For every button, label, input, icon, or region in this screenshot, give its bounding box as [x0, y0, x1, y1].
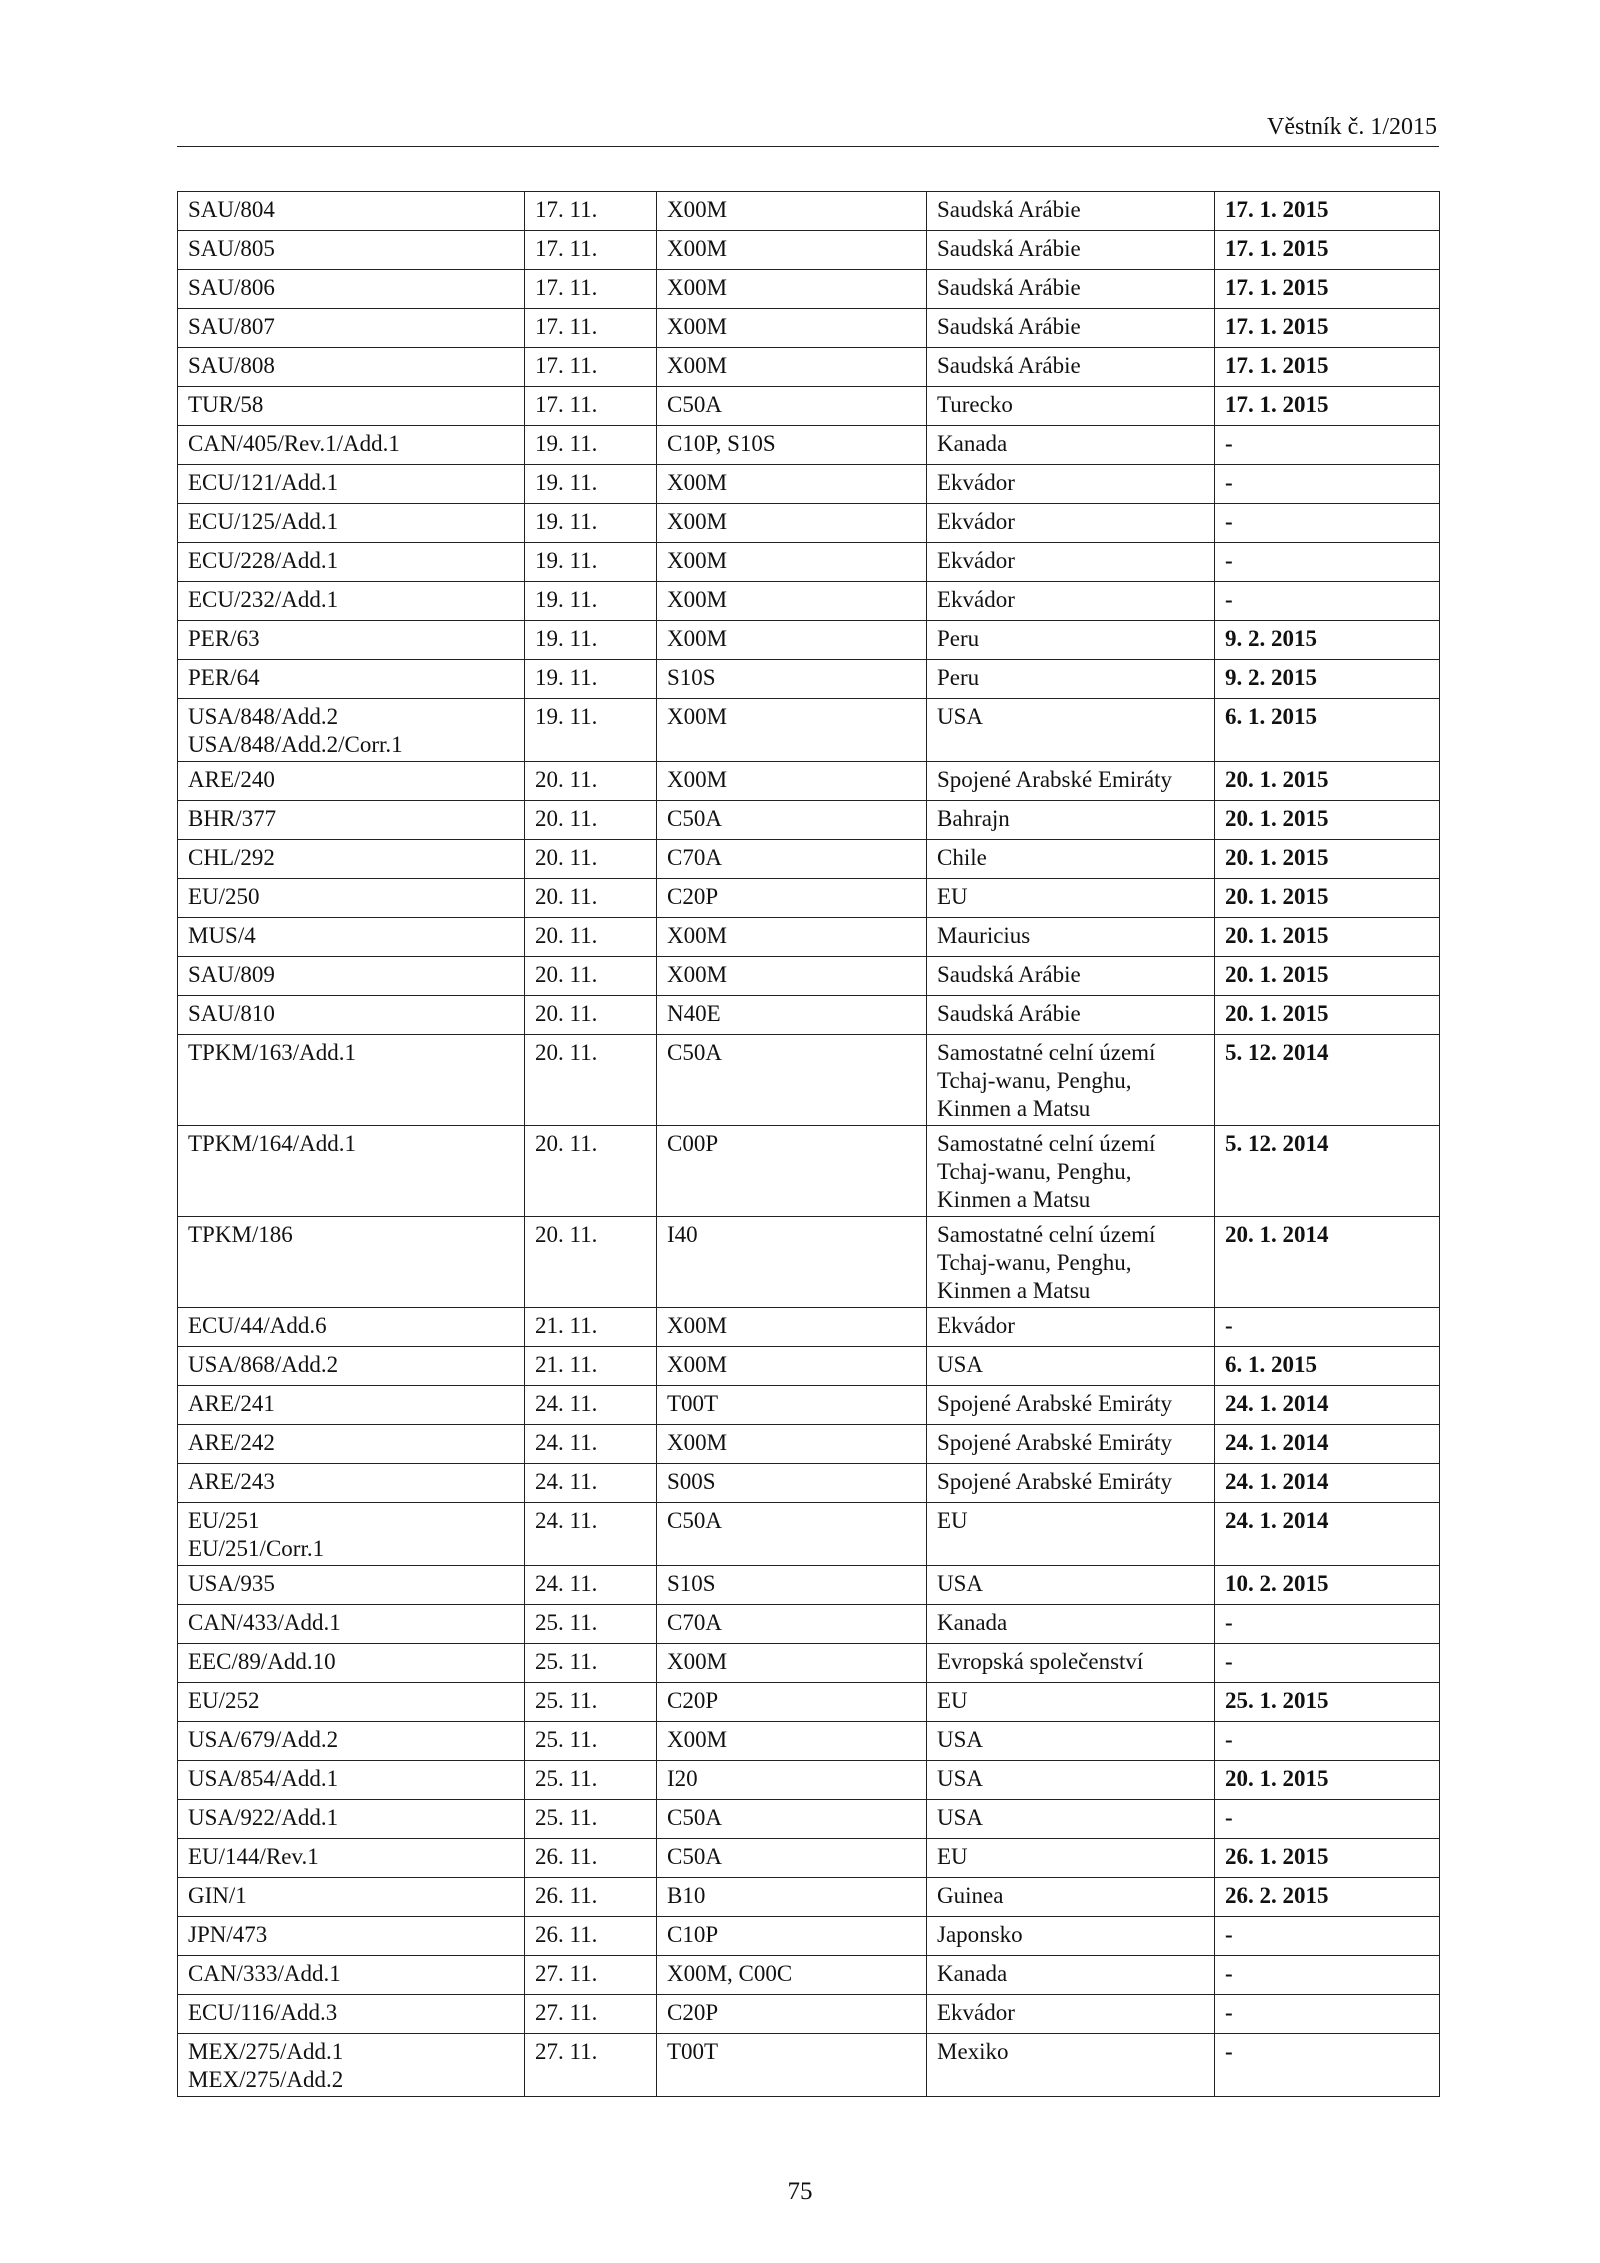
code-cell: X00M	[657, 918, 927, 957]
country-cell: Kanada	[927, 426, 1215, 465]
document-symbol-cell: TUR/58	[178, 387, 525, 426]
table-row	[178, 543, 1440, 582]
document-symbol-cell: JPN/473	[178, 1917, 525, 1956]
code-cell: X00M	[657, 762, 927, 801]
code-cell: X00M	[657, 699, 927, 762]
distribution-date-cell: 17. 11.	[525, 192, 657, 231]
code-cell: B10	[657, 1878, 927, 1917]
country-cell: Ekvádor	[927, 582, 1215, 621]
code-cell: C50A	[657, 387, 927, 426]
date-cell: -	[1215, 543, 1440, 582]
distribution-date-cell: 21. 11.	[525, 1347, 657, 1386]
page-number: 75	[787, 2178, 813, 2205]
table-row	[178, 1761, 1440, 1800]
code-cell: S00S	[657, 1464, 927, 1503]
notification-table	[177, 191, 1440, 2097]
distribution-date-cell: 25. 11.	[525, 1683, 657, 1722]
country-cell: Saudská Arábie	[927, 309, 1215, 348]
document-symbol-cell: SAU/810	[178, 996, 525, 1035]
date-cell: 5. 12. 2014	[1215, 1126, 1440, 1217]
table-row	[178, 1566, 1440, 1605]
table-row	[178, 465, 1440, 504]
code-cell: T00T	[657, 1386, 927, 1425]
country-cell: Saudská Arábie	[927, 348, 1215, 387]
code-cell: C20P	[657, 879, 927, 918]
distribution-date-cell: 17. 11.	[525, 348, 657, 387]
document-symbol-cell: SAU/808	[178, 348, 525, 387]
code-cell: X00M	[657, 192, 927, 231]
country-cell: EU	[927, 1839, 1215, 1878]
table-row	[178, 1683, 1440, 1722]
table-row	[178, 699, 1440, 762]
distribution-date-cell: 20. 11.	[525, 762, 657, 801]
date-cell: 17. 1. 2015	[1215, 192, 1440, 231]
country-cell: Saudská Arábie	[927, 231, 1215, 270]
code-cell: X00M	[657, 1644, 927, 1683]
code-cell: C70A	[657, 840, 927, 879]
date-cell: 9. 2. 2015	[1215, 621, 1440, 660]
code-cell: X00M	[657, 504, 927, 543]
document-symbol-cell: ECU/121/Add.1	[178, 465, 525, 504]
code-cell: C20P	[657, 1683, 927, 1722]
date-cell: -	[1215, 1956, 1440, 1995]
distribution-date-cell: 17. 11.	[525, 309, 657, 348]
table-row	[178, 387, 1440, 426]
document-symbol-cell: ECU/228/Add.1	[178, 543, 525, 582]
distribution-date-cell: 19. 11.	[525, 660, 657, 699]
code-cell: C10P	[657, 1917, 927, 1956]
date-cell: 20. 1. 2015	[1215, 957, 1440, 996]
country-cell: Peru	[927, 660, 1215, 699]
distribution-date-cell: 25. 11.	[525, 1605, 657, 1644]
date-cell: 26. 2. 2015	[1215, 1878, 1440, 1917]
country-cell: Saudská Arábie	[927, 270, 1215, 309]
page-header	[177, 110, 1439, 147]
date-cell: 20. 1. 2015	[1215, 801, 1440, 840]
code-cell: T00T	[657, 2034, 927, 2097]
distribution-date-cell: 20. 11.	[525, 957, 657, 996]
date-cell: 17. 1. 2015	[1215, 348, 1440, 387]
document-symbol-cell: USA/848/Add.2 USA/848/Add.2/Corr.1	[178, 699, 525, 762]
date-cell: -	[1215, 1644, 1440, 1683]
code-cell: X00M	[657, 543, 927, 582]
document-symbol-cell: CAN/433/Add.1	[178, 1605, 525, 1644]
code-cell: C50A	[657, 1503, 927, 1566]
table-row	[178, 1800, 1440, 1839]
date-cell: 10. 2. 2015	[1215, 1566, 1440, 1605]
country-cell: Ekvádor	[927, 465, 1215, 504]
date-cell: 20. 1. 2015	[1215, 879, 1440, 918]
country-cell: Bahrajn	[927, 801, 1215, 840]
country-cell: USA	[927, 1566, 1215, 1605]
date-cell: 20. 1. 2015	[1215, 918, 1440, 957]
date-cell: 20. 1. 2015	[1215, 996, 1440, 1035]
date-cell: 6. 1. 2015	[1215, 1347, 1440, 1386]
distribution-date-cell: 25. 11.	[525, 1722, 657, 1761]
distribution-date-cell: 19. 11.	[525, 504, 657, 543]
document-symbol-cell: MUS/4	[178, 918, 525, 957]
distribution-date-cell: 20. 11.	[525, 879, 657, 918]
document-symbol-cell: ARE/240	[178, 762, 525, 801]
distribution-date-cell: 26. 11.	[525, 1917, 657, 1956]
distribution-date-cell: 25. 11.	[525, 1800, 657, 1839]
date-cell: -	[1215, 504, 1440, 543]
code-cell: N40E	[657, 996, 927, 1035]
distribution-date-cell: 17. 11.	[525, 387, 657, 426]
date-cell: -	[1215, 1308, 1440, 1347]
distribution-date-cell: 27. 11.	[525, 1956, 657, 1995]
code-cell: C00P	[657, 1126, 927, 1217]
document-symbol-cell: EU/250	[178, 879, 525, 918]
date-cell: 17. 1. 2015	[1215, 387, 1440, 426]
country-cell: USA	[927, 1761, 1215, 1800]
table-row	[178, 192, 1440, 231]
table-row	[178, 1126, 1440, 1217]
document-symbol-cell: USA/854/Add.1	[178, 1761, 525, 1800]
table-row	[178, 762, 1440, 801]
country-cell: Spojené Arabské Emiráty	[927, 1464, 1215, 1503]
table-row	[178, 996, 1440, 1035]
distribution-date-cell: 20. 11.	[525, 1126, 657, 1217]
table-row	[178, 582, 1440, 621]
table-row	[178, 1308, 1440, 1347]
code-cell: X00M	[657, 582, 927, 621]
distribution-date-cell: 26. 11.	[525, 1878, 657, 1917]
distribution-date-cell: 26. 11.	[525, 1839, 657, 1878]
document-symbol-cell: SAU/807	[178, 309, 525, 348]
code-cell: C70A	[657, 1605, 927, 1644]
date-cell: -	[1215, 465, 1440, 504]
table-row	[178, 504, 1440, 543]
code-cell: X00M	[657, 270, 927, 309]
code-cell: X00M	[657, 1425, 927, 1464]
country-cell: Evropská společenství	[927, 1644, 1215, 1683]
code-cell: C50A	[657, 1839, 927, 1878]
distribution-date-cell: 20. 11.	[525, 918, 657, 957]
country-cell: Saudská Arábie	[927, 996, 1215, 1035]
date-cell: -	[1215, 426, 1440, 465]
document-symbol-cell: PER/63	[178, 621, 525, 660]
table-row	[178, 1217, 1440, 1308]
date-cell: -	[1215, 1995, 1440, 2034]
distribution-date-cell: 27. 11.	[525, 1995, 657, 2034]
country-cell: Saudská Arábie	[927, 192, 1215, 231]
date-cell: -	[1215, 1917, 1440, 1956]
table-row	[178, 270, 1440, 309]
distribution-date-cell: 19. 11.	[525, 699, 657, 762]
code-cell: X00M	[657, 348, 927, 387]
table-row	[178, 840, 1440, 879]
table-row	[178, 231, 1440, 270]
code-cell: X00M	[657, 1347, 927, 1386]
table-row	[178, 1464, 1440, 1503]
distribution-date-cell: 19. 11.	[525, 543, 657, 582]
table-row	[178, 621, 1440, 660]
table-row	[178, 309, 1440, 348]
distribution-date-cell: 19. 11.	[525, 621, 657, 660]
document-symbol-cell: USA/868/Add.2	[178, 1347, 525, 1386]
table-row	[178, 426, 1440, 465]
country-cell: USA	[927, 1800, 1215, 1839]
table-row	[178, 957, 1440, 996]
code-cell: C50A	[657, 801, 927, 840]
code-cell: C10P, S10S	[657, 426, 927, 465]
distribution-date-cell: 24. 11.	[525, 1386, 657, 1425]
table-body	[178, 192, 1440, 2097]
country-cell: Ekvádor	[927, 1995, 1215, 2034]
table-row	[178, 660, 1440, 699]
distribution-date-cell: 25. 11.	[525, 1761, 657, 1800]
code-cell: X00M	[657, 957, 927, 996]
date-cell: -	[1215, 1722, 1440, 1761]
document-symbol-cell: SAU/809	[178, 957, 525, 996]
distribution-date-cell: 20. 11.	[525, 840, 657, 879]
document-symbol-cell: EU/144/Rev.1	[178, 1839, 525, 1878]
table-row	[178, 918, 1440, 957]
country-cell: Ekvádor	[927, 1308, 1215, 1347]
code-cell: X00M	[657, 1308, 927, 1347]
date-cell: 24. 1. 2014	[1215, 1425, 1440, 1464]
distribution-date-cell: 19. 11.	[525, 465, 657, 504]
country-cell: USA	[927, 1722, 1215, 1761]
distribution-date-cell: 24. 11.	[525, 1566, 657, 1605]
distribution-date-cell: 20. 11.	[525, 996, 657, 1035]
country-cell: Peru	[927, 621, 1215, 660]
distribution-date-cell: 24. 11.	[525, 1503, 657, 1566]
table-row	[178, 1995, 1440, 2034]
document-symbol-cell: ECU/125/Add.1	[178, 504, 525, 543]
date-cell: -	[1215, 582, 1440, 621]
code-cell: X00M	[657, 621, 927, 660]
country-cell: Spojené Arabské Emiráty	[927, 762, 1215, 801]
table-row	[178, 879, 1440, 918]
country-cell: USA	[927, 1347, 1215, 1386]
country-cell: Samostatné celní území Tchaj-wanu, Penghu, Kinmen a Matsu	[927, 1126, 1215, 1217]
document-symbol-cell: EU/251 EU/251/Corr.1	[178, 1503, 525, 1566]
code-cell: S10S	[657, 1566, 927, 1605]
table-row	[178, 1878, 1440, 1917]
table-row	[178, 1839, 1440, 1878]
document-symbol-cell: SAU/806	[178, 270, 525, 309]
date-cell: 24. 1. 2014	[1215, 1464, 1440, 1503]
date-cell: 26. 1. 2015	[1215, 1839, 1440, 1878]
code-cell: C50A	[657, 1800, 927, 1839]
distribution-date-cell: 20. 11.	[525, 801, 657, 840]
table-row	[178, 1605, 1440, 1644]
country-cell: Kanada	[927, 1605, 1215, 1644]
country-cell: Samostatné celní území Tchaj-wanu, Penghu, Kinmen a Matsu	[927, 1217, 1215, 1308]
code-cell: X00M	[657, 465, 927, 504]
country-cell: Mauricius	[927, 918, 1215, 957]
date-cell: 20. 1. 2015	[1215, 840, 1440, 879]
table-row	[178, 1503, 1440, 1566]
country-cell: Samostatné celní území Tchaj-wanu, Penghu, Kinmen a Matsu	[927, 1035, 1215, 1126]
date-cell: 24. 1. 2014	[1215, 1386, 1440, 1425]
document-symbol-cell: ARE/241	[178, 1386, 525, 1425]
document-symbol-cell: ARE/243	[178, 1464, 525, 1503]
date-cell: 17. 1. 2015	[1215, 270, 1440, 309]
country-cell: Spojené Arabské Emiráty	[927, 1386, 1215, 1425]
table-row	[178, 1644, 1440, 1683]
table-row	[178, 1722, 1440, 1761]
date-cell: 24. 1. 2014	[1215, 1503, 1440, 1566]
document-symbol-cell: EU/252	[178, 1683, 525, 1722]
country-cell: EU	[927, 1683, 1215, 1722]
country-cell: Turecko	[927, 387, 1215, 426]
country-cell: Japonsko	[927, 1917, 1215, 1956]
document-symbol-cell: USA/679/Add.2	[178, 1722, 525, 1761]
document-symbol-cell: ECU/44/Add.6	[178, 1308, 525, 1347]
document-symbol-cell: CAN/333/Add.1	[178, 1956, 525, 1995]
document-symbol-cell: BHR/377	[178, 801, 525, 840]
country-cell: Mexiko	[927, 2034, 1215, 2097]
distribution-date-cell: 27. 11.	[525, 2034, 657, 2097]
table-row	[178, 1347, 1440, 1386]
table-row	[178, 1035, 1440, 1126]
table-row	[178, 1956, 1440, 1995]
date-cell: 20. 1. 2014	[1215, 1217, 1440, 1308]
date-cell: 20. 1. 2015	[1215, 762, 1440, 801]
document-symbol-cell: EEC/89/Add.10	[178, 1644, 525, 1683]
code-cell: X00M	[657, 231, 927, 270]
date-cell: 6. 1. 2015	[1215, 699, 1440, 762]
distribution-date-cell: 19. 11.	[525, 582, 657, 621]
code-cell: X00M, C00C	[657, 1956, 927, 1995]
distribution-date-cell: 19. 11.	[525, 426, 657, 465]
document-symbol-cell: TPKM/163/Add.1	[178, 1035, 525, 1126]
document-symbol-cell: SAU/804	[178, 192, 525, 231]
table-row	[178, 801, 1440, 840]
date-cell: 25. 1. 2015	[1215, 1683, 1440, 1722]
table-row	[178, 1917, 1440, 1956]
country-cell: Ekvádor	[927, 504, 1215, 543]
country-cell: Saudská Arábie	[927, 957, 1215, 996]
country-cell: USA	[927, 699, 1215, 762]
distribution-date-cell: 17. 11.	[525, 270, 657, 309]
country-cell: Spojené Arabské Emiráty	[927, 1425, 1215, 1464]
document-symbol-cell: GIN/1	[178, 1878, 525, 1917]
distribution-date-cell: 24. 11.	[525, 1425, 657, 1464]
table-row	[178, 348, 1440, 387]
code-cell: C50A	[657, 1035, 927, 1126]
date-cell: -	[1215, 2034, 1440, 2097]
country-cell: Ekvádor	[927, 543, 1215, 582]
date-cell: 20. 1. 2015	[1215, 1761, 1440, 1800]
distribution-date-cell: 17. 11.	[525, 231, 657, 270]
document-symbol-cell: TPKM/186	[178, 1217, 525, 1308]
code-cell: I20	[657, 1761, 927, 1800]
document-symbol-cell: TPKM/164/Add.1	[178, 1126, 525, 1217]
table-row	[178, 2034, 1440, 2097]
code-cell: X00M	[657, 1722, 927, 1761]
code-cell: S10S	[657, 660, 927, 699]
document-symbol-cell: PER/64	[178, 660, 525, 699]
document-symbol-cell: ECU/232/Add.1	[178, 582, 525, 621]
document-symbol-cell: CAN/405/Rev.1/Add.1	[178, 426, 525, 465]
country-cell: EU	[927, 879, 1215, 918]
date-cell: 17. 1. 2015	[1215, 309, 1440, 348]
code-cell: C20P	[657, 1995, 927, 2034]
document-symbol-cell: USA/935	[178, 1566, 525, 1605]
code-cell: X00M	[657, 309, 927, 348]
date-cell: 5. 12. 2014	[1215, 1035, 1440, 1126]
date-cell: 9. 2. 2015	[1215, 660, 1440, 699]
country-cell: Kanada	[927, 1956, 1215, 1995]
country-cell: Chile	[927, 840, 1215, 879]
document-symbol-cell: ARE/242	[178, 1425, 525, 1464]
document-symbol-cell: CHL/292	[178, 840, 525, 879]
bulletin-title: Věstník č. 1/2015	[1267, 114, 1437, 140]
date-cell: 17. 1. 2015	[1215, 231, 1440, 270]
date-cell: -	[1215, 1800, 1440, 1839]
code-cell: I40	[657, 1217, 927, 1308]
distribution-date-cell: 20. 11.	[525, 1217, 657, 1308]
document-symbol-cell: SAU/805	[178, 231, 525, 270]
table-row	[178, 1425, 1440, 1464]
document-symbol-cell: ECU/116/Add.3	[178, 1995, 525, 2034]
country-cell: EU	[927, 1503, 1215, 1566]
country-cell: Guinea	[927, 1878, 1215, 1917]
distribution-date-cell: 20. 11.	[525, 1035, 657, 1126]
distribution-date-cell: 24. 11.	[525, 1464, 657, 1503]
distribution-date-cell: 21. 11.	[525, 1308, 657, 1347]
table-row	[178, 1386, 1440, 1425]
document-symbol-cell: USA/922/Add.1	[178, 1800, 525, 1839]
date-cell: -	[1215, 1605, 1440, 1644]
document-symbol-cell: MEX/275/Add.1 MEX/275/Add.2	[178, 2034, 525, 2097]
distribution-date-cell: 25. 11.	[525, 1644, 657, 1683]
